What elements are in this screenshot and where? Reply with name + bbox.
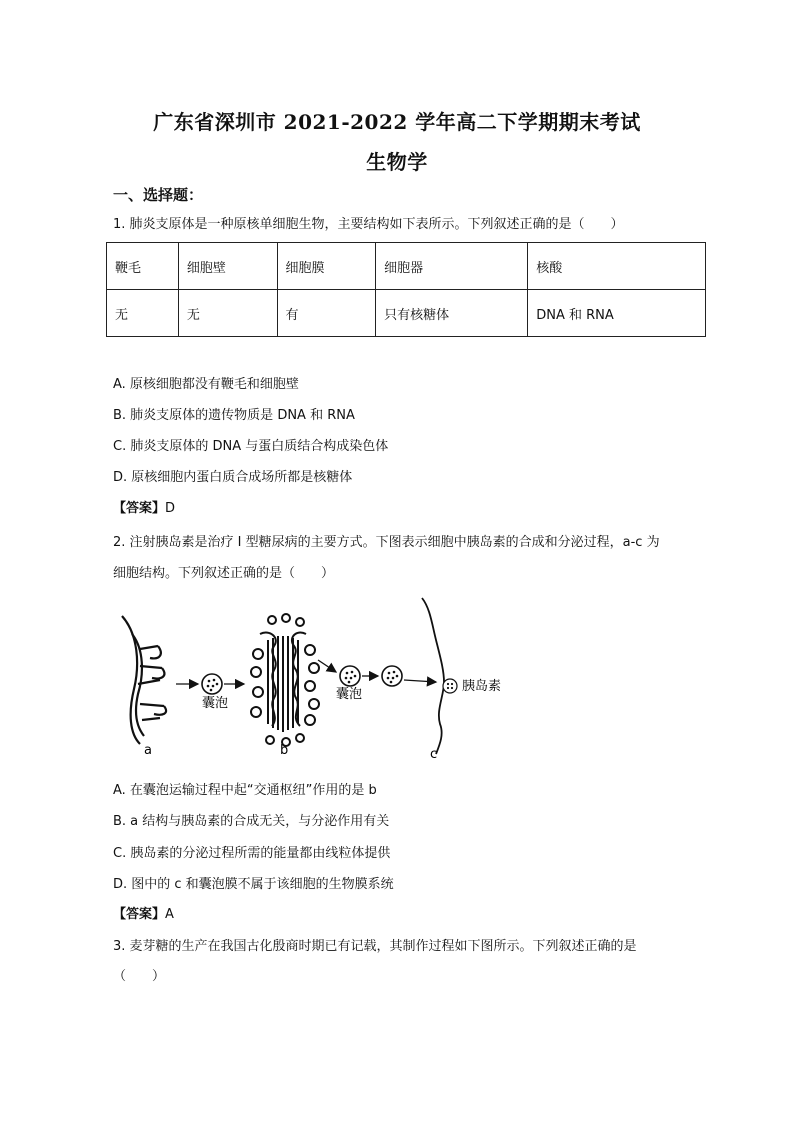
arrow [318,660,336,672]
table-header-cell: 鞭毛 [107,243,179,290]
answer-value: A [165,907,174,922]
label-b: b [280,743,289,758]
table-header-cell: 细胞壁 [178,243,277,290]
q1-option-d: D. 原核细胞内蛋白质合成场所都是核糖体 [113,470,353,485]
label-vesicle-1: 囊泡 [202,696,229,711]
q2-option-c: C. 胰岛素的分泌过程所需的能量都由线粒体提供 [113,846,391,861]
answer-value: D [165,501,176,516]
q1-option-c: C. 肺炎支原体的 DNA 与蛋白质结合构成染色体 [113,439,389,454]
q2-answer [113,906,174,924]
table-row [107,290,706,337]
q3-stem-line2: （ ） [113,969,166,984]
q2-option-d: D. 图中的 c 和囊泡膜不属于该细胞的生物膜系统 [113,877,394,892]
table-cell: 只有核糖体 [376,290,528,337]
insulin-secretion-figure [110,594,530,762]
table-header-row [107,243,706,290]
arrow [404,680,436,682]
table-header-cell: 核酸 [528,243,706,290]
section-title: 一、选择题： [113,186,204,204]
vesicle-icon [202,674,222,694]
exam-title: 广东省深圳市 2021-2022 学年高二下学期期末考试 [153,110,641,134]
table-cell: 有 [277,290,376,337]
table-cell: 无 [178,290,277,337]
cell-membrane-c [422,598,444,754]
q2-option-a: A. 在囊泡运输过程中起“交通枢纽”作用的是 b [113,783,377,798]
label-vesicle-2: 囊泡 [336,687,363,702]
insulin-particle-icon [443,679,457,693]
q1-option-b: B. 肺炎支原体的遗传物质是 DNA 和 RNA [113,408,355,423]
table-cell: 无 [107,290,179,337]
vesicle-icon [382,666,402,686]
er-structure-a [122,616,166,744]
table-header-cell: 细胞器 [376,243,528,290]
answer-label: 【答案】 [113,907,166,922]
q3-stem-line1: 3. 麦芽糖的生产在我国古化殷商时期已有记载，其制作过程如下图所示。下列叙述正确的是 [113,939,637,954]
vesicle-icon [340,666,360,686]
q1-stem: 1. 肺炎支原体是一种原核单细胞生物，主要结构如下表所示。下列叙述正确的是（ ） [113,217,624,232]
figure-svg [110,594,530,762]
label-a: a [144,743,152,758]
golgi-structure-b [251,614,319,746]
q1-answer [113,500,175,518]
q1-table [106,242,706,337]
q2-stem-line2: 细胞结构。下列叙述正确的是（ ） [113,566,335,581]
q2-option-b: B. a 结构与胰岛素的合成无关，与分泌作用有关 [113,814,390,829]
label-insulin: 胰岛素 [462,679,502,694]
table-cell: DNA 和 RNA [528,290,706,337]
table-header-cell: 细胞膜 [277,243,376,290]
q1-option-a: A. 原核细胞都没有鞭毛和细胞壁 [113,377,299,392]
exam-subject: 生物学 [366,150,428,174]
q2-stem-line1: 2. 注射胰岛素是治疗 I 型糖尿病的主要方式。下图表示细胞中胰岛素的合成和分泌过程，a-c 为 [113,535,660,550]
answer-label: 【答案】 [113,501,166,516]
label-c: c [430,747,438,762]
